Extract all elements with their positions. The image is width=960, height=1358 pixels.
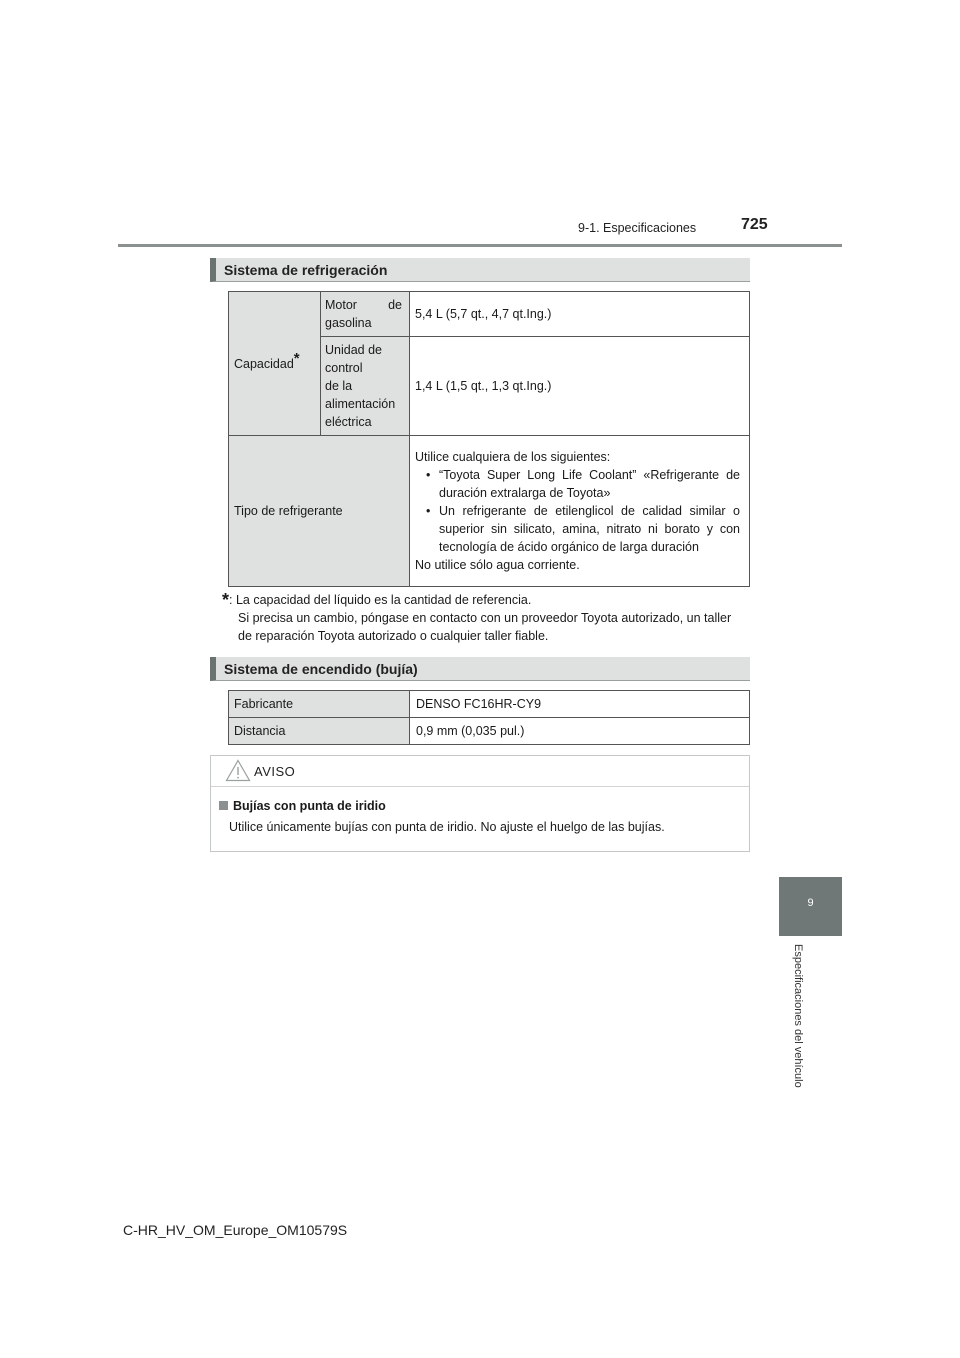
ignition-value: DENSO FC16HR-CY9: [416, 697, 542, 711]
pcu-label-line: de la: [325, 379, 353, 393]
warning-triangle-icon: [225, 759, 251, 782]
pcu-value: 1,4 L (1,5 qt., 1,3 qt.Ing.): [415, 379, 552, 393]
table-row: [229, 292, 750, 337]
warning-item-title-text: Bujías con punta de iridio: [233, 799, 386, 813]
chapter-tab: [779, 877, 842, 936]
warning-item-title: [219, 799, 386, 813]
pcu-value-cell: [410, 337, 750, 436]
ignition-value-cell: [410, 691, 750, 718]
table-row: [229, 436, 750, 587]
footnote-line2: Si precisa un cambio, póngase en contacto con un proveedor Toyota autorizado, un taller de reparación Toyota autorizado o cualquier taller fiable.: [238, 611, 732, 643]
chapter-tab-number: 9: [807, 897, 814, 909]
coolant-type-label-cell: [229, 436, 410, 587]
warning-item-text: Utilice únicamente bujías con punta de iridio. No ajuste el huelgo de las bujías.: [229, 820, 665, 834]
section-heading-ignition-text: Sistema de encendido (bujía): [224, 661, 418, 677]
header-section-title: 9-1. Especificaciones: [578, 221, 697, 235]
capacity-label-cell: [229, 292, 321, 436]
ignition-label: Fabricante: [234, 697, 294, 711]
section-heading-ignition: [210, 657, 750, 681]
section-heading-cooling-text: Sistema de refrigeración: [224, 262, 388, 278]
page-number: 725: [741, 216, 768, 233]
bullet-square-icon: [219, 801, 228, 810]
footnote-marker: *: [222, 590, 230, 610]
ignition-label: Distancia: [234, 724, 286, 738]
pcu-label-line: alimentación: [325, 397, 396, 411]
chapter-side-label: [788, 944, 804, 1119]
footnote-line1: : La capacidad del líquido es la cantidad de referencia.: [229, 593, 532, 607]
cooling-spec-table: [228, 291, 750, 587]
gasoline-engine-label: Motor de gasolina: [325, 298, 402, 330]
capacity-footnote: [222, 591, 747, 645]
ignition-label-cell: [229, 691, 410, 718]
chapter-side-label-text: Especificaciones del vehículo: [792, 944, 804, 1088]
table-row: [229, 691, 750, 718]
pcu-label-line: Unidad de: [325, 343, 382, 357]
pcu-label-cell: [321, 337, 410, 436]
coolant-options-list: [415, 466, 740, 556]
coolant-intro: Utilice cualquiera de los siguientes:: [415, 450, 611, 464]
capacity-footnote-marker: *: [293, 349, 300, 367]
pcu-label-line: control: [325, 361, 363, 375]
header-divider: [118, 244, 842, 247]
ignition-value-cell: [410, 718, 750, 745]
coolant-note: No utilice sólo agua corriente.: [415, 558, 580, 572]
document-id: C-HR_HV_OM_Europe_OM10579S: [123, 1222, 348, 1238]
warning-header: [211, 756, 749, 787]
gasoline-engine-value-cell: [410, 292, 750, 337]
coolant-type-value-cell: [410, 436, 750, 587]
gasoline-engine-label-cell: [321, 292, 410, 337]
gasoline-engine-value: 5,4 L (5,7 qt., 4,7 qt.Ing.): [415, 307, 552, 321]
warning-title: AVISO: [254, 764, 296, 779]
coolant-type-label: Tipo de refrigerante: [234, 504, 343, 518]
capacity-label: Capacidad: [234, 356, 294, 371]
list-item: • Un refrigerante de etilenglicol de calidad similar o superior sin silicato, amina, nitrato ni borato y con tecnología de ácido orgánico de larga duración: [415, 502, 740, 556]
ignition-spec-table: [228, 690, 750, 745]
warning-box: [210, 755, 750, 852]
pcu-label-line: eléctrica: [325, 415, 372, 429]
ignition-value: 0,9 mm (0,035 pul.): [416, 724, 525, 738]
ignition-label-cell: [229, 718, 410, 745]
section-heading-cooling: [210, 258, 750, 282]
list-item: • “Toyota Super Long Life Coolant” «Refrigerante de duración extralarga de Toyota»: [415, 466, 740, 502]
table-row: [229, 718, 750, 745]
